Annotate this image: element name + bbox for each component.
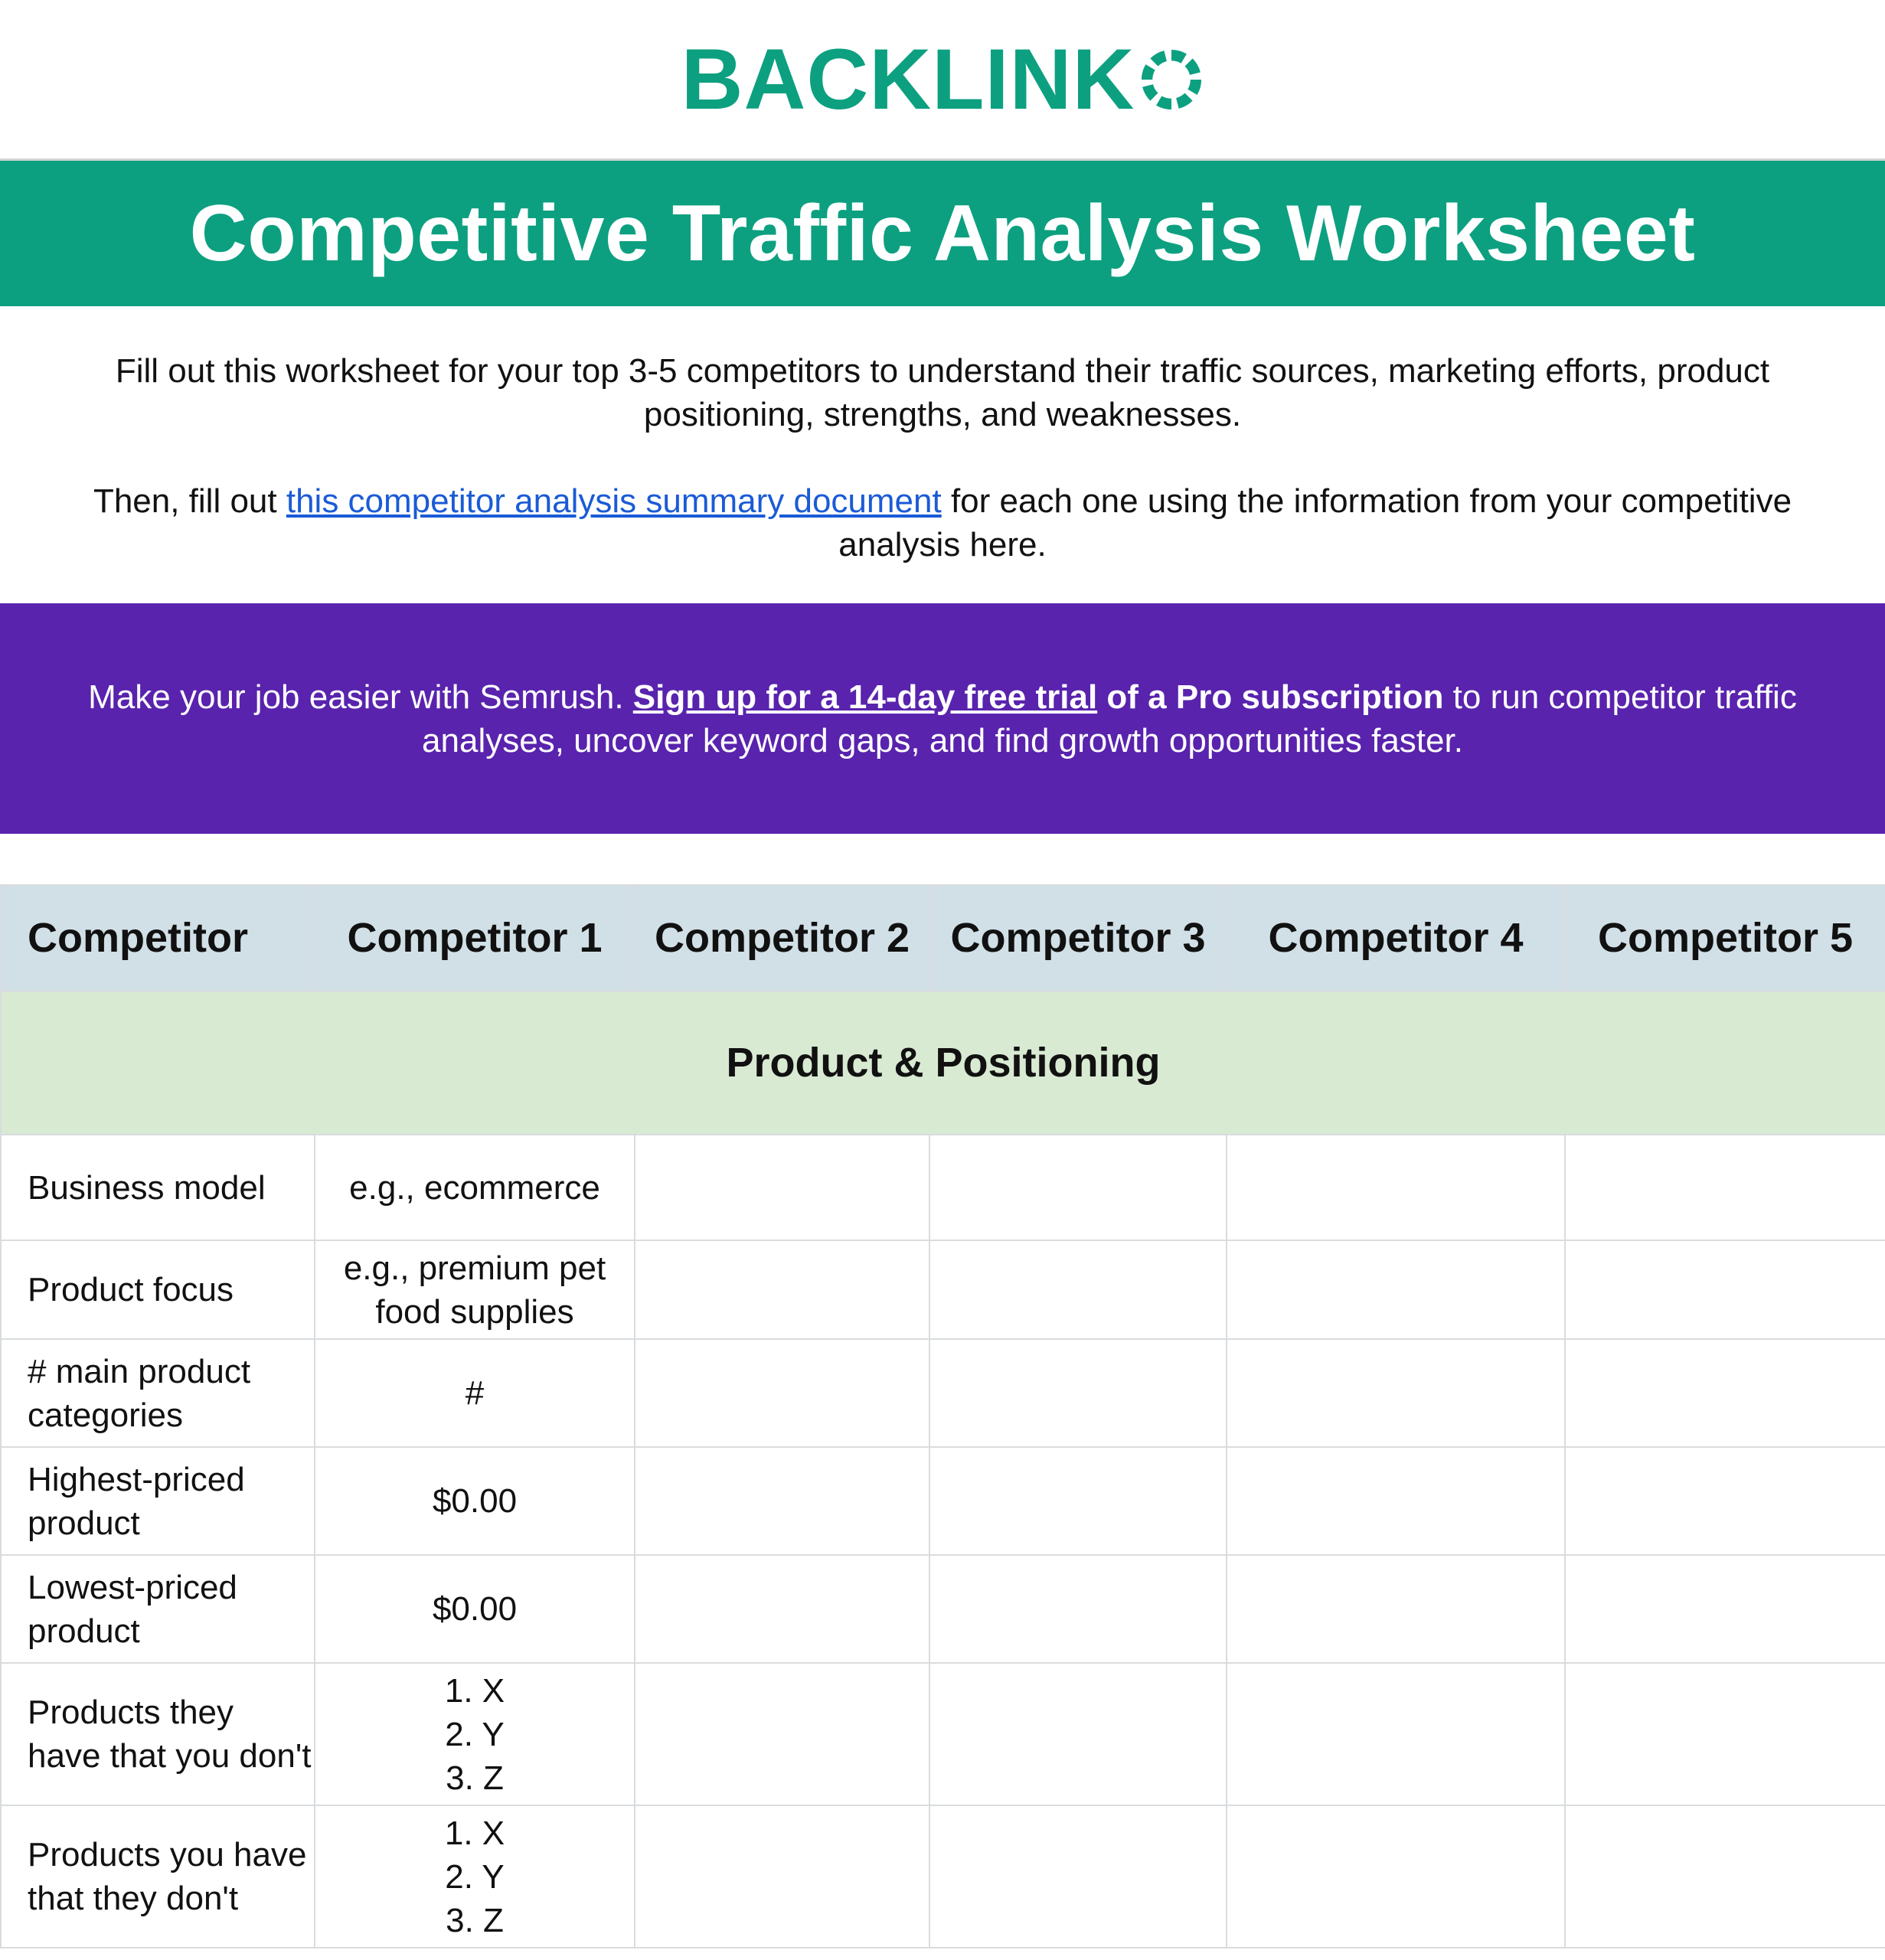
table-row (1, 1663, 1885, 1805)
intro-text (0, 306, 1885, 603)
input-cell[interactable] (635, 1663, 929, 1805)
promo-text-after: to run competitor traffic analyses, uncover keyword gaps, and find growth opportunities faster. (422, 678, 1797, 760)
input-cell[interactable] (929, 1555, 1227, 1663)
example-line: 1. X (444, 1671, 505, 1710)
input-cell[interactable] (1565, 1339, 1885, 1447)
row-label: Lowest-priced product (1, 1555, 315, 1663)
header-competitor: Competitor (1, 885, 315, 991)
input-cell[interactable] (635, 1805, 929, 1948)
input-cell[interactable] (1565, 1240, 1885, 1339)
input-cell[interactable] (1565, 1555, 1885, 1663)
input-cell[interactable] (1565, 1135, 1885, 1240)
row-label: # main product categories (1, 1339, 315, 1447)
input-cell[interactable] (635, 1240, 929, 1339)
row-label: Highest-priced product (1, 1447, 315, 1555)
semrush-promo-banner (0, 603, 1885, 834)
logo-header (0, 0, 1885, 158)
promo-text-before: Make your job easier with Semrush. (88, 678, 633, 716)
logo-wordmark: BACKLINK (681, 31, 1135, 127)
table-row (1, 1555, 1885, 1663)
example-cell[interactable]: $0.00 (315, 1447, 635, 1555)
intro-paragraph-2 (39, 479, 1846, 567)
free-trial-link[interactable]: Sign up for a 14-day free trial (632, 678, 1098, 716)
input-cell[interactable] (1227, 1135, 1565, 1240)
example-cell[interactable]: e.g., premium pet food supplies (315, 1240, 635, 1339)
title-band (0, 161, 1885, 306)
input-cell[interactable] (929, 1135, 1227, 1240)
table-row (1, 1805, 1885, 1948)
intro-text-before-link: Then, fill out (93, 482, 286, 520)
example-line: 2. Y (445, 1715, 505, 1753)
example-line: 1. X (444, 1814, 505, 1852)
input-cell[interactable] (1565, 1663, 1885, 1805)
input-cell[interactable] (929, 1805, 1227, 1948)
input-cell[interactable] (929, 1663, 1227, 1805)
table-row (1, 1240, 1885, 1339)
input-cell[interactable] (1565, 1805, 1885, 1948)
ring-o-icon (1139, 47, 1204, 112)
input-cell[interactable] (1565, 1447, 1885, 1555)
input-cell[interactable] (1227, 1663, 1565, 1805)
row-label: Product focus (1, 1240, 315, 1339)
table-row (1, 1135, 1885, 1240)
input-cell[interactable] (1227, 1447, 1565, 1555)
example-line: 2. Y (445, 1857, 505, 1896)
table-row (1, 1447, 1885, 1555)
promo-text (31, 675, 1854, 763)
input-cell[interactable] (1227, 1555, 1565, 1663)
example-cell[interactable]: # (315, 1339, 635, 1447)
example-line: 3. Z (446, 1901, 504, 1939)
row-label: Products you have that they don't (1, 1805, 315, 1948)
summary-document-link[interactable]: this competitor analysis summary document (286, 482, 942, 520)
header-competitor-3: Competitor 3 (929, 885, 1227, 991)
input-cell[interactable] (635, 1135, 929, 1240)
row-label: Business model (1, 1135, 315, 1240)
input-cell[interactable] (1227, 1339, 1565, 1447)
promo-bold-text: of a Pro subscription (1097, 678, 1444, 716)
example-cell[interactable]: $0.00 (315, 1555, 635, 1663)
intro-paragraph-1: Fill out this worksheet for your top 3-5 competitors to understand their traffic sources, marketing efforts, product positioning, strengths, and weaknesses. (115, 352, 1770, 433)
input-cell[interactable] (929, 1240, 1227, 1339)
example-line: 3. Z (446, 1759, 504, 1797)
example-cell[interactable] (315, 1805, 635, 1948)
input-cell[interactable] (929, 1339, 1227, 1447)
input-cell[interactable] (635, 1339, 929, 1447)
input-cell[interactable] (635, 1555, 929, 1663)
row-label: Products they have that you don't (1, 1663, 315, 1805)
example-cell[interactable] (315, 1663, 635, 1805)
header-competitor-5: Competitor 5 (1565, 885, 1885, 991)
page-title: Competitive Traffic Analysis Worksheet (189, 188, 1696, 278)
section-row (1, 991, 1885, 1135)
section-title: Product & Positioning (1, 991, 1885, 1135)
input-cell[interactable] (1227, 1805, 1565, 1948)
input-cell[interactable] (635, 1447, 929, 1555)
intro-text-after-link: for each one using the information from your competitive analysis here. (838, 482, 1792, 564)
table-header-row (1, 885, 1885, 991)
header-competitor-1: Competitor 1 (315, 885, 635, 991)
header-competitor-4: Competitor 4 (1227, 885, 1565, 991)
competitor-table (0, 884, 1885, 1949)
header-competitor-2: Competitor 2 (635, 885, 929, 991)
input-cell[interactable] (1227, 1240, 1565, 1339)
backlinko-logo[interactable] (681, 31, 1204, 127)
input-cell[interactable] (929, 1447, 1227, 1555)
example-cell[interactable]: e.g., ecommerce (315, 1135, 635, 1240)
table-row (1, 1339, 1885, 1447)
